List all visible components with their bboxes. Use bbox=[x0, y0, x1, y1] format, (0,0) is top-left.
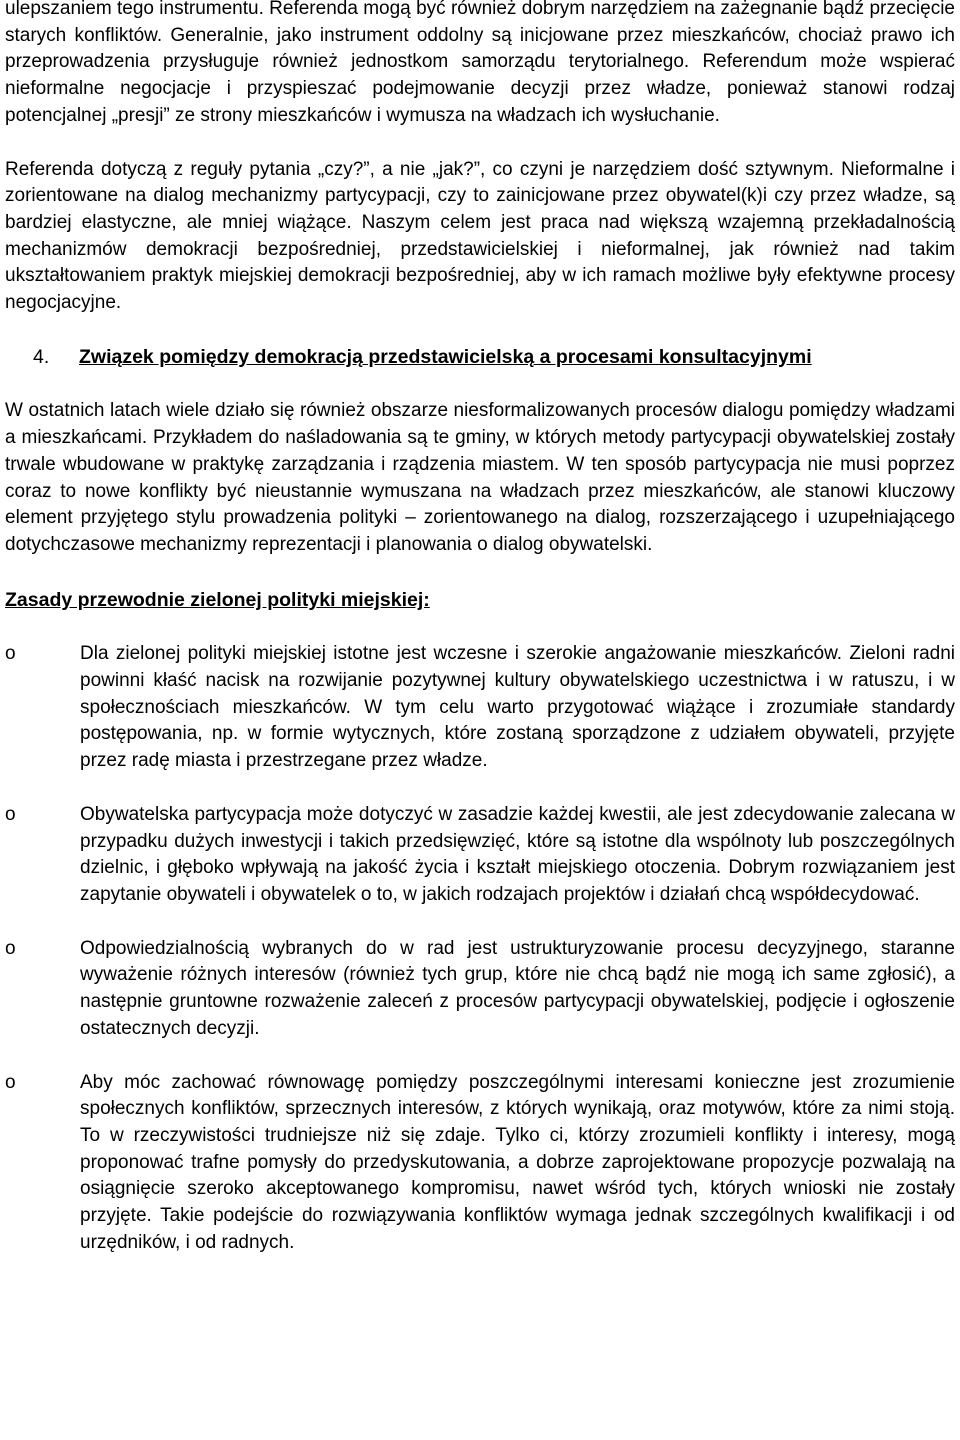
list-item-text: Odpowiedzialnością wybranych do w rad jest ustrukturyzowanie procesu decyzyjnego, staranne wyważenie różnych interesów (również tych grup, które nie chcą bądź nie mogą ich same zgłosić), a następnie gruntowne rozważenie zaleceń z procesów partycypacji obywatelskiej, podjęcie i ogłoszenie ostatecznych decyzji. bbox=[80, 937, 955, 1039]
bullet-icon: o bbox=[5, 803, 16, 825]
referenda-paragraph: Referenda dotyczą z reguły pytania „czy?”, a nie „jak?”, co czyni je narzędziem dość sztywnym. Nieformalne i zorientowane na dialog mechanizmy partycypacji, czy to zainicjowane przez obywatel(k)i czy przez władze, są bardziej elastyczne, ale mniej wiążące. Naszym celem jest praca nad większą wzajemną przekładalnością mechanizmów demokracji bezpośredniej, przedstawicielskiej i nieformalnej, jak również nad takim ukształtowaniem praktyk miejskiej demokracji bezpośredniej, aby w ich ramach możliwe były efektywne procesy negocjacyjne. bbox=[5, 158, 955, 314]
list-item-text: Obywatelska partycypacja może dotyczyć w zasadzie każdej kwestii, ale jest zdecydowanie zalecana w przypadku dużych inwestycji i takich przedsięwzięć, które są istotne dla wspólnoty lub poszczególnych dzielnic, i głęboko wpływają na jakość życia i kształt miejskiego otoczenia. Dobrym rozwiązaniem jest zapytanie obywateli i obywatelek o to, w jakich rodzajach projektów i działań chcą współdecydować. bbox=[80, 803, 955, 905]
document-page bbox=[5, 0, 955, 1283]
bullet-icon: o bbox=[5, 643, 16, 665]
section-title: Związek pomiędzy demokracją przedstawicielską a procesami konsultacyjnymi bbox=[79, 345, 812, 368]
principles-title: Zasady przewodnie zielonej polityki miejskiej: bbox=[5, 588, 430, 611]
list-item bbox=[5, 641, 955, 775]
bullet-icon: o bbox=[5, 937, 16, 959]
list-item-text: Dla zielonej polityki miejskiej istotne jest wczesne i szerokie angażowanie mieszkańców. Zieloni radni powinni kłaść nacisk na rozwijanie pozytywnej kultury obywatelskiego uczestnictwa i w ratuszu, i w społecznościach mieszkańców. W tym celu warto przygotować wiążące i zrozumiałe standardy postępowania, np. w formie wytycznych, które zostaną sporządzone z udziałem obywateli, przyjęte przez radę miasta i przestrzegane przez władze. bbox=[80, 643, 955, 772]
section-number: 4. bbox=[33, 345, 50, 368]
list-item bbox=[5, 936, 955, 1043]
list-item bbox=[5, 802, 955, 909]
principles-list bbox=[5, 641, 955, 1256]
section-heading bbox=[5, 344, 955, 371]
bullet-icon: o bbox=[5, 1071, 16, 1093]
list-item bbox=[5, 1070, 955, 1257]
section-paragraph: W ostatnich latach wiele działo się również obszarze niesformalizowanych procesów dialogu pomiędzy władzami a mieszkańcami. Przykładem do naśladowania są te gminy, w których metody partycypacji obywatelskiej zostały trwale wbudowane w praktykę zarządzania i rządzenia miastem. W ten sposób partycypacja nie musi poprzez coraz to nowe konflikty być nieustannie wymuszana na władzach przez mieszkańców, ale stanowi kluczowy element przyjętego stylu prowadzenia polityki – zorientowanego na dialog, rozszerzającego i uzupełniającego dotychczasowe mechanizmy reprezentacji i planowania o dialog obywatelski. bbox=[5, 400, 955, 555]
list-item-text: Aby móc zachować równowagę pomiędzy poszczególnymi interesami konieczne jest zrozumienie społecznych konfliktów, sprzecznych interesów, z których wynikają, oraz motywów, które za nimi stoją. To w rzeczywistości trudniejsze niż się zdaje. Tylko ci, którzy zrozumieli konflikty i interesy, mogą proponować trafne pomysły do przedyskutowania, a dobrze zaprojektowane propozycje pozwalają na osiągnięcie szeroko akceptowanego kompromisu, nawet wśród tych, których wnioski nie zostały przyjęte. Takie podejście do rozwiązywania konfliktów wymaga jednak szczególnych kwalifikacji i od urzędników, i od radnych. bbox=[80, 1071, 955, 1253]
intro-paragraph: ulepszaniem tego instrumentu. Referenda mogą być również dobrym narzędziem na zażegnanie bądź przecięcie starych konfliktów. Generalnie, jako instrument oddolny są inicjowane przez mieszkańców, chociaż prawo ich przeprowadzenia przysługuje również jednostkom samorządu terytorialnego. Referendum może wspierać nieformalne negocjacje i przyspieszać podejmowanie decyzji przez władze, ponieważ stanowi rodzaj potencjalnej „presji” ze strony mieszkańców i wymusza na władzach ich wysłuchanie. bbox=[5, 0, 955, 126]
